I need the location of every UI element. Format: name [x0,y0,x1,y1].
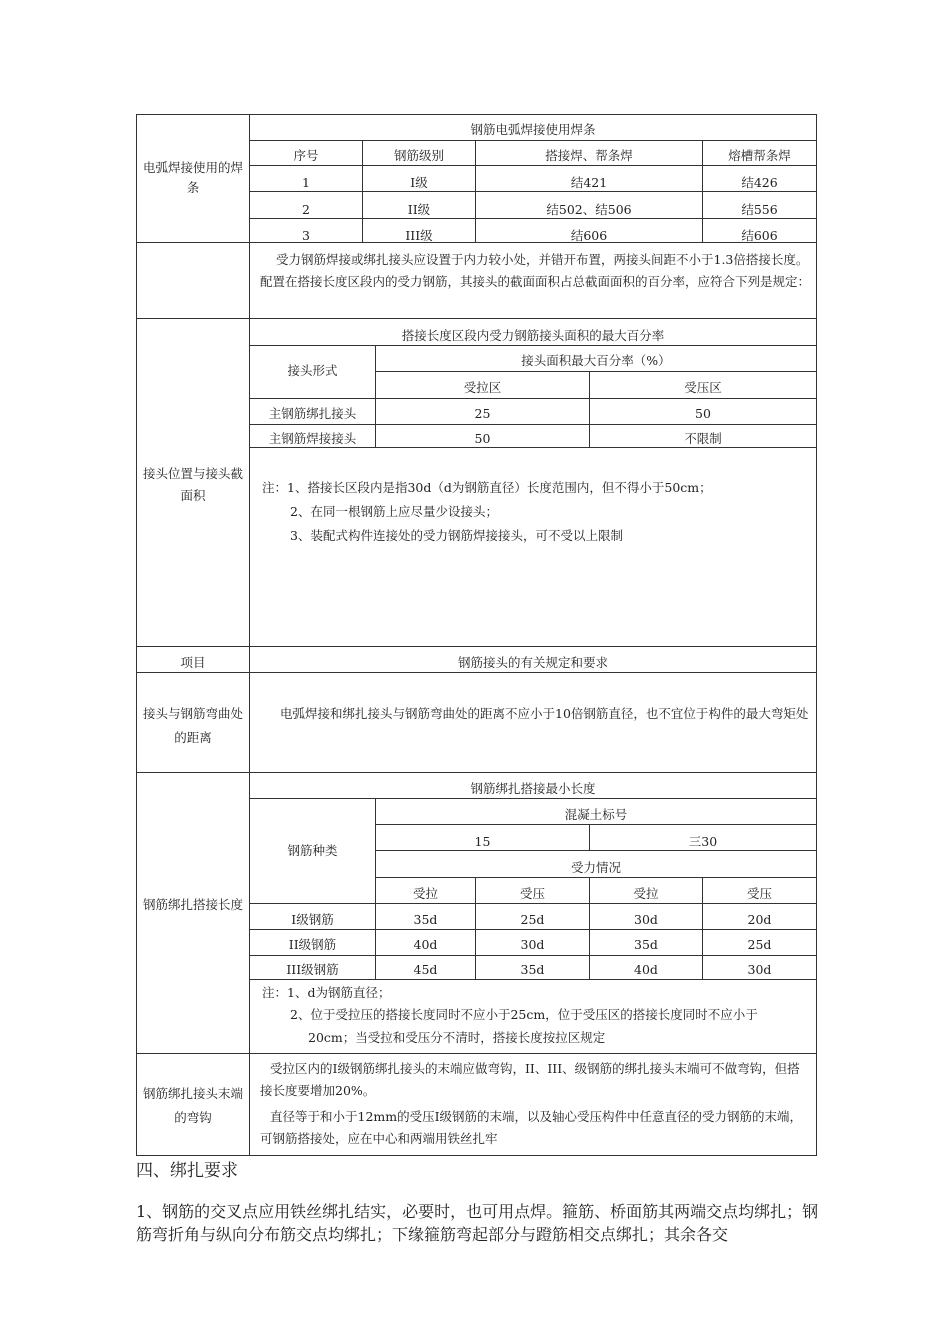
row6-r2-c2: 40d [413,937,438,952]
row1-title: 钢筋电弧焊接使用焊条 [470,122,596,137]
row4-spec: 钢筋接头的有关规定和要求 [457,655,608,670]
row3-col-area: 接头面积最大百分率（%） [521,353,671,368]
row6-r3-c3: 35d [520,962,545,977]
row3-r1-c1: 主钢筋绑扎接头 [268,406,357,421]
row6-r3-c4: 40d [634,962,658,977]
row6-note-2b: 20cm；当受拉和受压分不清时，搭接长度按拉区规定 [308,1030,606,1045]
row6-r1-c3: 25d [520,912,545,927]
row1-r1-c2: I级 [410,175,428,190]
row6-r2-c3: 30d [520,937,545,952]
row1-r2-c4: 结556 [741,202,778,217]
row5-label: 接头与钢筋弯曲处的距离 [142,706,243,745]
row1-r3-c1: 3 [302,228,310,243]
row1-r3-c3: 结606 [570,228,608,243]
row6-r1-c4: 30d [634,912,658,927]
row3-r1-c2: 25 [474,406,491,421]
row3-r2-c2: 50 [474,431,491,446]
row3-label: 接头位置与接头截面积 [142,466,243,503]
row1-header-2: 钢筋级别 [393,148,444,163]
row6-r3-c1: III级钢筋 [286,962,339,977]
row6-col-grade: 混凝土标号 [564,807,628,822]
row1-r1-c3: 结421 [570,175,608,190]
row6-r2-c4: 35d [634,937,658,952]
row1-r3-c2: III级 [405,228,433,243]
row1-header-1: 序号 [293,148,319,163]
row6-sub-3: 受拉 [633,886,659,901]
row6-force: 受力情况 [570,860,621,875]
row2-text: 受力钢筋焊接或绑扎接头应设置于内力较小处，并错开布置，两接头间距不小于1.3倍搭接长度。配置在搭接长度区段内的受力钢筋，其接头的截面面积占总截面面积的百分率，应符合下列是规定： [260,252,811,289]
row3-note-1: 注：1、搭接长区段内是指30d（d为钢筋直径）长度范围内，但不得小于50cm； [262,480,712,495]
row6-grade-1: 15 [474,834,491,849]
row6-note-1: 注：1、d为钢筋直径； [262,985,391,1000]
row6-r2-c5: 25d [747,937,772,952]
row3-r2-c1: 主钢筋焊接接头 [268,431,357,446]
row1-header-3: 搭接焊、帮条焊 [545,148,633,163]
row6-col-type: 钢筋种类 [287,843,338,858]
row3-r2-c3: 不限制 [684,431,722,446]
row7-label: 钢筋绑扎接头末端的弯钩 [142,1086,243,1125]
row3-r1-c3: 50 [695,406,711,421]
row3-col-tension: 受拉区 [463,380,502,395]
row3-col-form: 接头形式 [287,363,338,378]
row1-r2-c2: II级 [407,202,431,217]
row1-r3-c4: 结606 [741,228,778,243]
row6-r1-c2: 35d [413,912,438,927]
row1-r2-c3: 结502、结506 [546,202,632,217]
section-heading: 四、绑扎要求 [136,1161,238,1181]
section-body: 1、钢筋的交叉点应用铁丝绑扎结实，必要时，也可用点焊。箍筋、桥面筋其两端交点均绑扎；钢筋弯折角与纵向分布筋交点均绑扎；下缘箍筋弯起部分与蹬筋相交点绑扎；其余各交 [136,1202,819,1244]
row1-r2-c1: 2 [302,202,310,217]
row6-r2-c1: II级钢筋 [288,937,337,952]
row6-label: 钢筋绑扎搭接长度 [142,897,243,912]
row5-text: 电弧焊接和绑扎接头与钢筋弯曲处的距离不应小于10倍钢筋直径，也不宜位于构件的最大弯矩处 [280,706,809,721]
row3-note-2: 2、在同一根钢筋上应尽量少设接头； [290,504,498,519]
row1-label: 电弧焊接使用的焊条 [142,160,243,195]
row6-title: 钢筋绑扎搭接最小长度 [470,781,596,796]
row7-p2: 直径等于和小于12mm的受压I级钢筋的末端，以及轴心受压构件中任意直径的受力钢筋的末端，可钢筋搭接处，应在中心和两端用铁丝扎牢 [260,1109,803,1146]
row6-note-2a: 2、位于受拉压的搭接长度同时不应小于25cm，位于受压区的搭接长度同时不应小于 [290,1007,758,1022]
row7-p1: 受拉区内的I级钢筋绑扎接头的末端应做弯钩，II、III、级钢筋的绑扎接头末端可不做弯钩，但搭接长度要增加20%。 [260,1061,800,1098]
row6-r1-c5: 20d [747,912,772,927]
row1-r1-c1: 1 [302,175,310,190]
row3-note-3: 3、装配式构件连接处的受力钢筋焊接接头，可不受以上限制 [290,528,623,543]
row6-r3-c2: 45d [413,962,438,977]
row1-header-4: 熔槽帮条焊 [728,148,791,163]
row6-r1-c1: I级钢筋 [291,912,334,927]
row6-grade-2: 三30 [688,834,718,849]
row6-sub-1: 受拉 [412,886,438,901]
row6-sub-2: 受压 [519,886,545,901]
row6-sub-4: 受压 [746,886,772,901]
row3-title: 搭接长度区段内受力钢筋接头面积的最大百分率 [401,328,665,343]
row3-col-compression: 受压区 [684,380,722,395]
row1-r1-c4: 结426 [741,175,778,190]
row6-r3-c5: 30d [747,962,772,977]
row4-item: 项目 [180,655,206,670]
